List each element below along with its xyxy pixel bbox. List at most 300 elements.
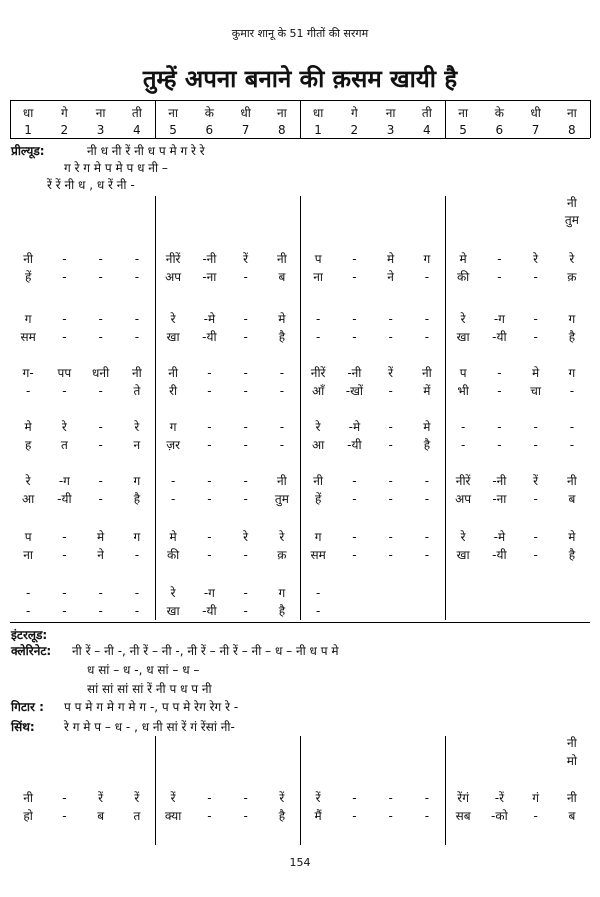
swar-note: पप [57, 366, 72, 380]
beat-number: 7 [241, 123, 250, 137]
lyric-syllable: - [497, 270, 502, 284]
beat-number: 1 [314, 123, 322, 137]
interlude-line: नी रें – नी -, नी रें – नी -, नी रें – नी रें – नी – ध – नी ध प मे [72, 644, 339, 658]
lyric-syllable: - [388, 330, 393, 344]
lyric-syllable: है [278, 809, 286, 823]
swar-note: - [134, 312, 140, 326]
swar-note: रे [460, 530, 466, 544]
lyric-syllable: खा [456, 548, 470, 562]
swar-note: -नी [492, 474, 507, 488]
lead-lyric: तुम [564, 213, 579, 227]
swar-note: नीरें [310, 366, 326, 380]
swar-note: - [243, 586, 248, 600]
lyric-syllable: - [569, 438, 575, 452]
lyric-syllable: - [243, 809, 248, 823]
beat-number: 3 [96, 123, 105, 137]
swar-note: धनी [92, 366, 110, 380]
swar-note: ग [133, 474, 141, 488]
swar-note: मे [278, 312, 286, 326]
swar-note: रें [533, 474, 539, 488]
beat-number: 2 [60, 123, 69, 137]
lyric-syllable: ना [23, 548, 34, 562]
swar-note: नी [313, 474, 324, 488]
swar-note: -ग [203, 586, 215, 600]
swar-note: -नी [347, 366, 362, 380]
swar-note: मे [423, 420, 431, 434]
lyric-syllable: चा [530, 384, 541, 398]
swar-note: - [207, 530, 212, 544]
swar-note: - [25, 586, 31, 600]
lyric-syllable: न [133, 438, 141, 452]
swar-note: - [388, 312, 393, 326]
header-bottom-rule [10, 138, 590, 139]
swar-note: ग [568, 312, 576, 326]
lyric-syllable: - [388, 384, 393, 398]
swar-note: मे [532, 366, 540, 380]
swar-note: - [388, 474, 393, 488]
lyric-syllable: आ [21, 492, 35, 506]
bol-label: गे [350, 106, 358, 120]
lyric-syllable: - [424, 809, 430, 823]
swar-note: - [279, 366, 285, 380]
beat-number: 5 [459, 123, 467, 137]
lyric-syllable: ब [568, 809, 576, 823]
lyric-syllable: - [352, 270, 357, 284]
swar-note: रे [279, 530, 285, 544]
lyric-syllable: - [315, 604, 321, 618]
swar-note: रे [170, 312, 176, 326]
swar-note: - [243, 791, 248, 805]
swar-note: मे [169, 530, 177, 544]
swar-note: - [279, 420, 285, 434]
bol-label: धा [22, 106, 34, 120]
lyric-syllable: - [62, 809, 67, 823]
page-number: 154 [289, 856, 311, 869]
vertical-divider [10, 100, 11, 138]
lyric-syllable: क़ [277, 548, 287, 562]
lyric-syllable: की [456, 270, 470, 284]
lyric-syllable: -यी [492, 330, 507, 344]
prelude-line: नी ध नी रें नी ध प मे ग रे रे [87, 144, 205, 158]
swar-note: -ग [58, 474, 70, 488]
beat-number: 6 [495, 123, 504, 137]
swar-note: मे [387, 252, 395, 266]
lyric-syllable: ब [568, 492, 576, 506]
swar-note: -मे [348, 420, 361, 434]
lyric-syllable: -ना [492, 492, 507, 506]
instrument-label: सिंथ: [11, 720, 35, 734]
beat-number: 7 [531, 123, 540, 137]
prelude-label: प्रील्यूड: [11, 144, 45, 158]
swar-note: ग [169, 420, 177, 434]
swar-note: - [207, 791, 212, 805]
swar-note: मे [97, 530, 105, 544]
lyric-syllable: - [207, 492, 212, 506]
lyric-syllable: -यी [492, 548, 507, 562]
swar-note: -रें [494, 791, 504, 805]
swar-note: रें [279, 791, 285, 805]
lyric-syllable: - [424, 270, 430, 284]
lyric-syllable: सम [20, 330, 36, 344]
lyric-syllable: - [62, 270, 67, 284]
lyric-syllable: - [243, 438, 248, 452]
lyric-syllable: - [497, 384, 502, 398]
beat-number: 6 [205, 123, 214, 137]
lyric-syllable: - [352, 809, 357, 823]
lyric-syllable: अप [455, 492, 472, 506]
swar-note: - [243, 420, 248, 434]
lyric-syllable: - [98, 438, 103, 452]
swar-note: रे [243, 530, 249, 544]
lead2-lyric: मो [566, 754, 578, 768]
lyric-syllable: री [169, 384, 178, 398]
lyric-syllable: -यी [202, 604, 217, 618]
lyric-syllable: ब [97, 809, 105, 823]
swar-note: - [170, 474, 176, 488]
beat-number: 5 [169, 123, 177, 137]
lyric-syllable: - [388, 438, 393, 452]
vertical-divider [590, 100, 591, 138]
lyric-syllable: -ना [202, 270, 217, 284]
lyric-syllable: भी [457, 384, 469, 398]
swar-note: रे [61, 420, 67, 434]
swar-note: - [243, 312, 248, 326]
swar-note: मे [459, 252, 467, 266]
swar-note: - [352, 530, 357, 544]
swar-note: - [315, 312, 321, 326]
lyric-syllable: - [134, 604, 140, 618]
swar-note: रें [243, 252, 249, 266]
lyric-syllable: हें [314, 492, 322, 506]
lyric-syllable: -खों [345, 384, 363, 398]
swar-note: - [243, 474, 248, 488]
swar-note: - [315, 586, 321, 600]
interlude-top-rule [10, 622, 590, 623]
lyric-syllable: - [98, 384, 103, 398]
beat-number: 1 [24, 123, 32, 137]
swar-note: - [424, 530, 430, 544]
lyric-syllable: - [533, 809, 538, 823]
lyric-syllable: -को [491, 809, 508, 823]
swar-note: नीरें [165, 252, 181, 266]
bol-label: के [204, 106, 214, 120]
bol-label: ना [458, 106, 469, 120]
swar-note: - [352, 312, 357, 326]
lyric-syllable: है [278, 330, 286, 344]
prelude-line: ग रे ग मे प मे प ध नी – [64, 161, 168, 175]
swar-note: - [497, 252, 502, 266]
lyric-syllable: - [134, 330, 140, 344]
lyric-syllable: - [62, 604, 67, 618]
swar-note: - [98, 474, 103, 488]
lyric-syllable: क़ [567, 270, 577, 284]
swar-note: नी [276, 474, 287, 488]
bol-label: धी [530, 106, 541, 120]
lyric-syllable: - [388, 809, 393, 823]
lyric-syllable: - [243, 492, 248, 506]
lyric-syllable: है [568, 330, 576, 344]
swar-note: रे [170, 586, 176, 600]
lyric-syllable: में [423, 384, 431, 398]
bol-label: धा [312, 106, 324, 120]
bol-label: धी [240, 106, 251, 120]
swar-note: ग [423, 252, 431, 266]
lyric-syllable: है [423, 438, 431, 452]
swar-note: ग [568, 366, 576, 380]
swar-note: रे [460, 312, 466, 326]
swar-note: - [98, 586, 103, 600]
swar-note: मे [24, 420, 32, 434]
lyric-syllable: खा [166, 330, 180, 344]
swar-note: - [98, 312, 103, 326]
interlude-line: प प मे ग मे ग मे ग -, प प मे रेग रेग रे - [64, 700, 239, 714]
swar-note: - [388, 791, 393, 805]
swar-note: - [533, 312, 538, 326]
lyric-syllable: -यी [347, 438, 362, 452]
lyric-syllable: - [25, 384, 31, 398]
swar-note: - [62, 791, 67, 805]
lyric-syllable: - [424, 492, 430, 506]
swar-note: - [424, 791, 430, 805]
lyric-syllable: ब [278, 270, 286, 284]
swar-note: नी [23, 252, 34, 266]
swar-note: मे [568, 530, 576, 544]
lyric-syllable: - [533, 438, 538, 452]
lyric-syllable: - [352, 330, 357, 344]
lyric-syllable: - [170, 492, 176, 506]
lyric-syllable: अप [165, 270, 182, 284]
lyric-syllable: - [388, 548, 393, 562]
swar-note: नी [276, 252, 287, 266]
beat-number: 4 [133, 123, 141, 137]
lyric-syllable: - [134, 548, 140, 562]
bol-label: ना [385, 106, 396, 120]
lyric-syllable: - [98, 492, 103, 506]
swar-note: रे [533, 252, 539, 266]
lyric-syllable: - [25, 604, 31, 618]
lyric-syllable: - [134, 270, 140, 284]
swar-note: - [243, 366, 248, 380]
lyric-syllable: - [98, 270, 103, 284]
lyric-syllable: - [243, 384, 248, 398]
swar-note: - [62, 586, 67, 600]
vertical-divider [445, 100, 446, 138]
lead2-swar: नी [566, 736, 577, 750]
lyric-syllable: - [533, 270, 538, 284]
lyric-syllable: - [98, 604, 103, 618]
swar-note: - [388, 530, 393, 544]
swar-note: - [352, 474, 357, 488]
lead-swar: नी [566, 196, 577, 210]
lyric-syllable: आ [311, 438, 325, 452]
swar-note: ग [24, 312, 32, 326]
lyric-syllable: त [133, 809, 141, 823]
swar-note: नी [23, 791, 34, 805]
bol-label: ना [168, 106, 179, 120]
beat-number: 3 [386, 123, 395, 137]
lyric-syllable: - [62, 548, 67, 562]
lyric-syllable: मैं [314, 809, 322, 823]
bol-label: गे [60, 106, 68, 120]
swar-note: - [134, 586, 140, 600]
beat-number: 8 [278, 123, 286, 137]
interlude-heading: इंटरलूड: [11, 628, 48, 642]
swar-note: - [62, 312, 67, 326]
swar-note: - [134, 252, 140, 266]
swar-note: - [497, 366, 502, 380]
swar-note: - [62, 252, 67, 266]
swar-note: नी [131, 366, 142, 380]
lyric-syllable: सम [310, 548, 326, 562]
beat-number: 4 [423, 123, 431, 137]
swar-note: - [352, 791, 357, 805]
swar-note: - [207, 420, 212, 434]
swar-note: रें [134, 791, 140, 805]
swar-note: रे [315, 420, 321, 434]
lyric-syllable: - [62, 384, 67, 398]
bol-label: ना [276, 106, 287, 120]
instrument-label: गिटार : [11, 700, 44, 714]
lyric-syllable: खा [456, 330, 470, 344]
lyric-syllable: - [315, 330, 321, 344]
swar-note: -नी [202, 252, 217, 266]
lyric-syllable: - [352, 548, 357, 562]
bol-label: ना [95, 106, 106, 120]
vertical-divider [155, 100, 156, 138]
lyric-syllable: की [166, 548, 180, 562]
instrument-label: क्लेरिनेट: [11, 644, 52, 658]
lyric-syllable: है [568, 548, 576, 562]
swar-note: प [314, 252, 322, 266]
swar-note: रे [569, 252, 575, 266]
swar-note: गं [532, 791, 539, 805]
lyric-syllable: - [533, 492, 538, 506]
interlude-line: सां सां सां सां रें नी प ध प नी [87, 682, 212, 696]
swar-note: रें [98, 791, 104, 805]
lyric-syllable: - [243, 604, 248, 618]
swar-note: - [62, 530, 67, 544]
swar-note: -मे [203, 312, 216, 326]
swar-note: - [569, 420, 575, 434]
swar-note: - [497, 420, 502, 434]
lyric-syllable: - [424, 548, 430, 562]
swar-note: नीरें [455, 474, 471, 488]
lyric-syllable: सब [455, 809, 471, 823]
swar-note: ग- [22, 366, 34, 380]
swar-note: प [459, 366, 467, 380]
swar-note: रे [25, 474, 31, 488]
lyric-syllable: ने [97, 548, 104, 562]
swar-note: - [460, 420, 466, 434]
lyric-syllable: है [133, 492, 141, 506]
swar-note: -ग [493, 312, 505, 326]
lyric-syllable: ह [24, 438, 32, 452]
lyric-syllable: - [243, 270, 248, 284]
swar-note: नी [566, 791, 577, 805]
swar-note: ग [278, 586, 286, 600]
page-header: कुमार शानू के 51 गीतों की सरगम [231, 27, 369, 40]
lyric-syllable: - [207, 384, 212, 398]
swar-note: - [352, 252, 357, 266]
song-title: तुम्हें अपना बनाने की क़सम खायी है [142, 65, 458, 93]
lyric-syllable: क्या [164, 809, 182, 823]
swar-note: - [207, 366, 212, 380]
swar-note: - [388, 420, 393, 434]
swar-note: - [98, 420, 103, 434]
bol-label: ना [566, 106, 577, 120]
lyric-syllable: - [279, 384, 285, 398]
lyric-syllable: - [424, 330, 430, 344]
lyric-syllable: - [98, 330, 103, 344]
swar-note: नी [168, 366, 179, 380]
swar-note: - [424, 312, 430, 326]
swar-note: प [24, 530, 32, 544]
swar-note: रें [315, 791, 321, 805]
lyric-syllable: है [278, 604, 286, 618]
bol-label: ती [421, 106, 432, 120]
swar-note: - [207, 474, 212, 488]
lyric-syllable: -यी [202, 330, 217, 344]
lyric-syllable: - [243, 548, 248, 562]
swar-note: - [98, 252, 103, 266]
swar-note: - [533, 530, 538, 544]
lyric-syllable: -यी [57, 492, 72, 506]
swar-note: -मे [493, 530, 506, 544]
lyric-syllable: तुम [274, 492, 289, 506]
swar-note: रें [170, 791, 176, 805]
interlude-line: ध सां – ध -, ध सां – ध – [87, 663, 200, 677]
lyric-syllable: आँ [311, 384, 325, 398]
lyric-syllable: - [207, 809, 212, 823]
lyric-syllable: खा [166, 604, 180, 618]
lyric-syllable: - [388, 492, 393, 506]
swar-note: ग [314, 530, 322, 544]
lyric-syllable: - [207, 548, 212, 562]
lyric-syllable: - [460, 438, 466, 452]
lyric-syllable: - [569, 384, 575, 398]
swar-note: - [424, 474, 430, 488]
lyric-syllable: - [62, 330, 67, 344]
lyric-syllable: हें [24, 270, 32, 284]
lyric-syllable: - [533, 330, 538, 344]
lyric-syllable: - [207, 438, 212, 452]
lyric-syllable: - [243, 330, 248, 344]
swar-note: रे [134, 420, 140, 434]
beat-number: 8 [568, 123, 576, 137]
interlude-line: रे ग मे प – ध - , ध नी सां रें गं रेंसां नी- [64, 720, 235, 734]
beat-number: 2 [350, 123, 359, 137]
swar-note: - [533, 420, 538, 434]
swar-note: नी [566, 474, 577, 488]
swar-note: रेंगं [457, 791, 469, 805]
lyric-syllable: ने [387, 270, 394, 284]
lyric-syllable: त [60, 438, 68, 452]
lyric-syllable: हो [23, 809, 33, 823]
lyric-syllable: - [279, 438, 285, 452]
vertical-divider [300, 100, 301, 138]
bol-label: के [494, 106, 504, 120]
swar-note: ग [133, 530, 141, 544]
lyric-syllable: ते [133, 384, 141, 398]
bol-label: ती [131, 106, 142, 120]
lyric-syllable: - [497, 438, 502, 452]
prelude-line: रें रें नी ध , ध रें नी - [47, 178, 135, 192]
lyric-syllable: - [352, 492, 357, 506]
lyric-syllable: ना [313, 270, 324, 284]
lyric-syllable: - [533, 548, 538, 562]
lyric-syllable: ज़र [166, 438, 181, 452]
swar-note: रें [388, 366, 394, 380]
